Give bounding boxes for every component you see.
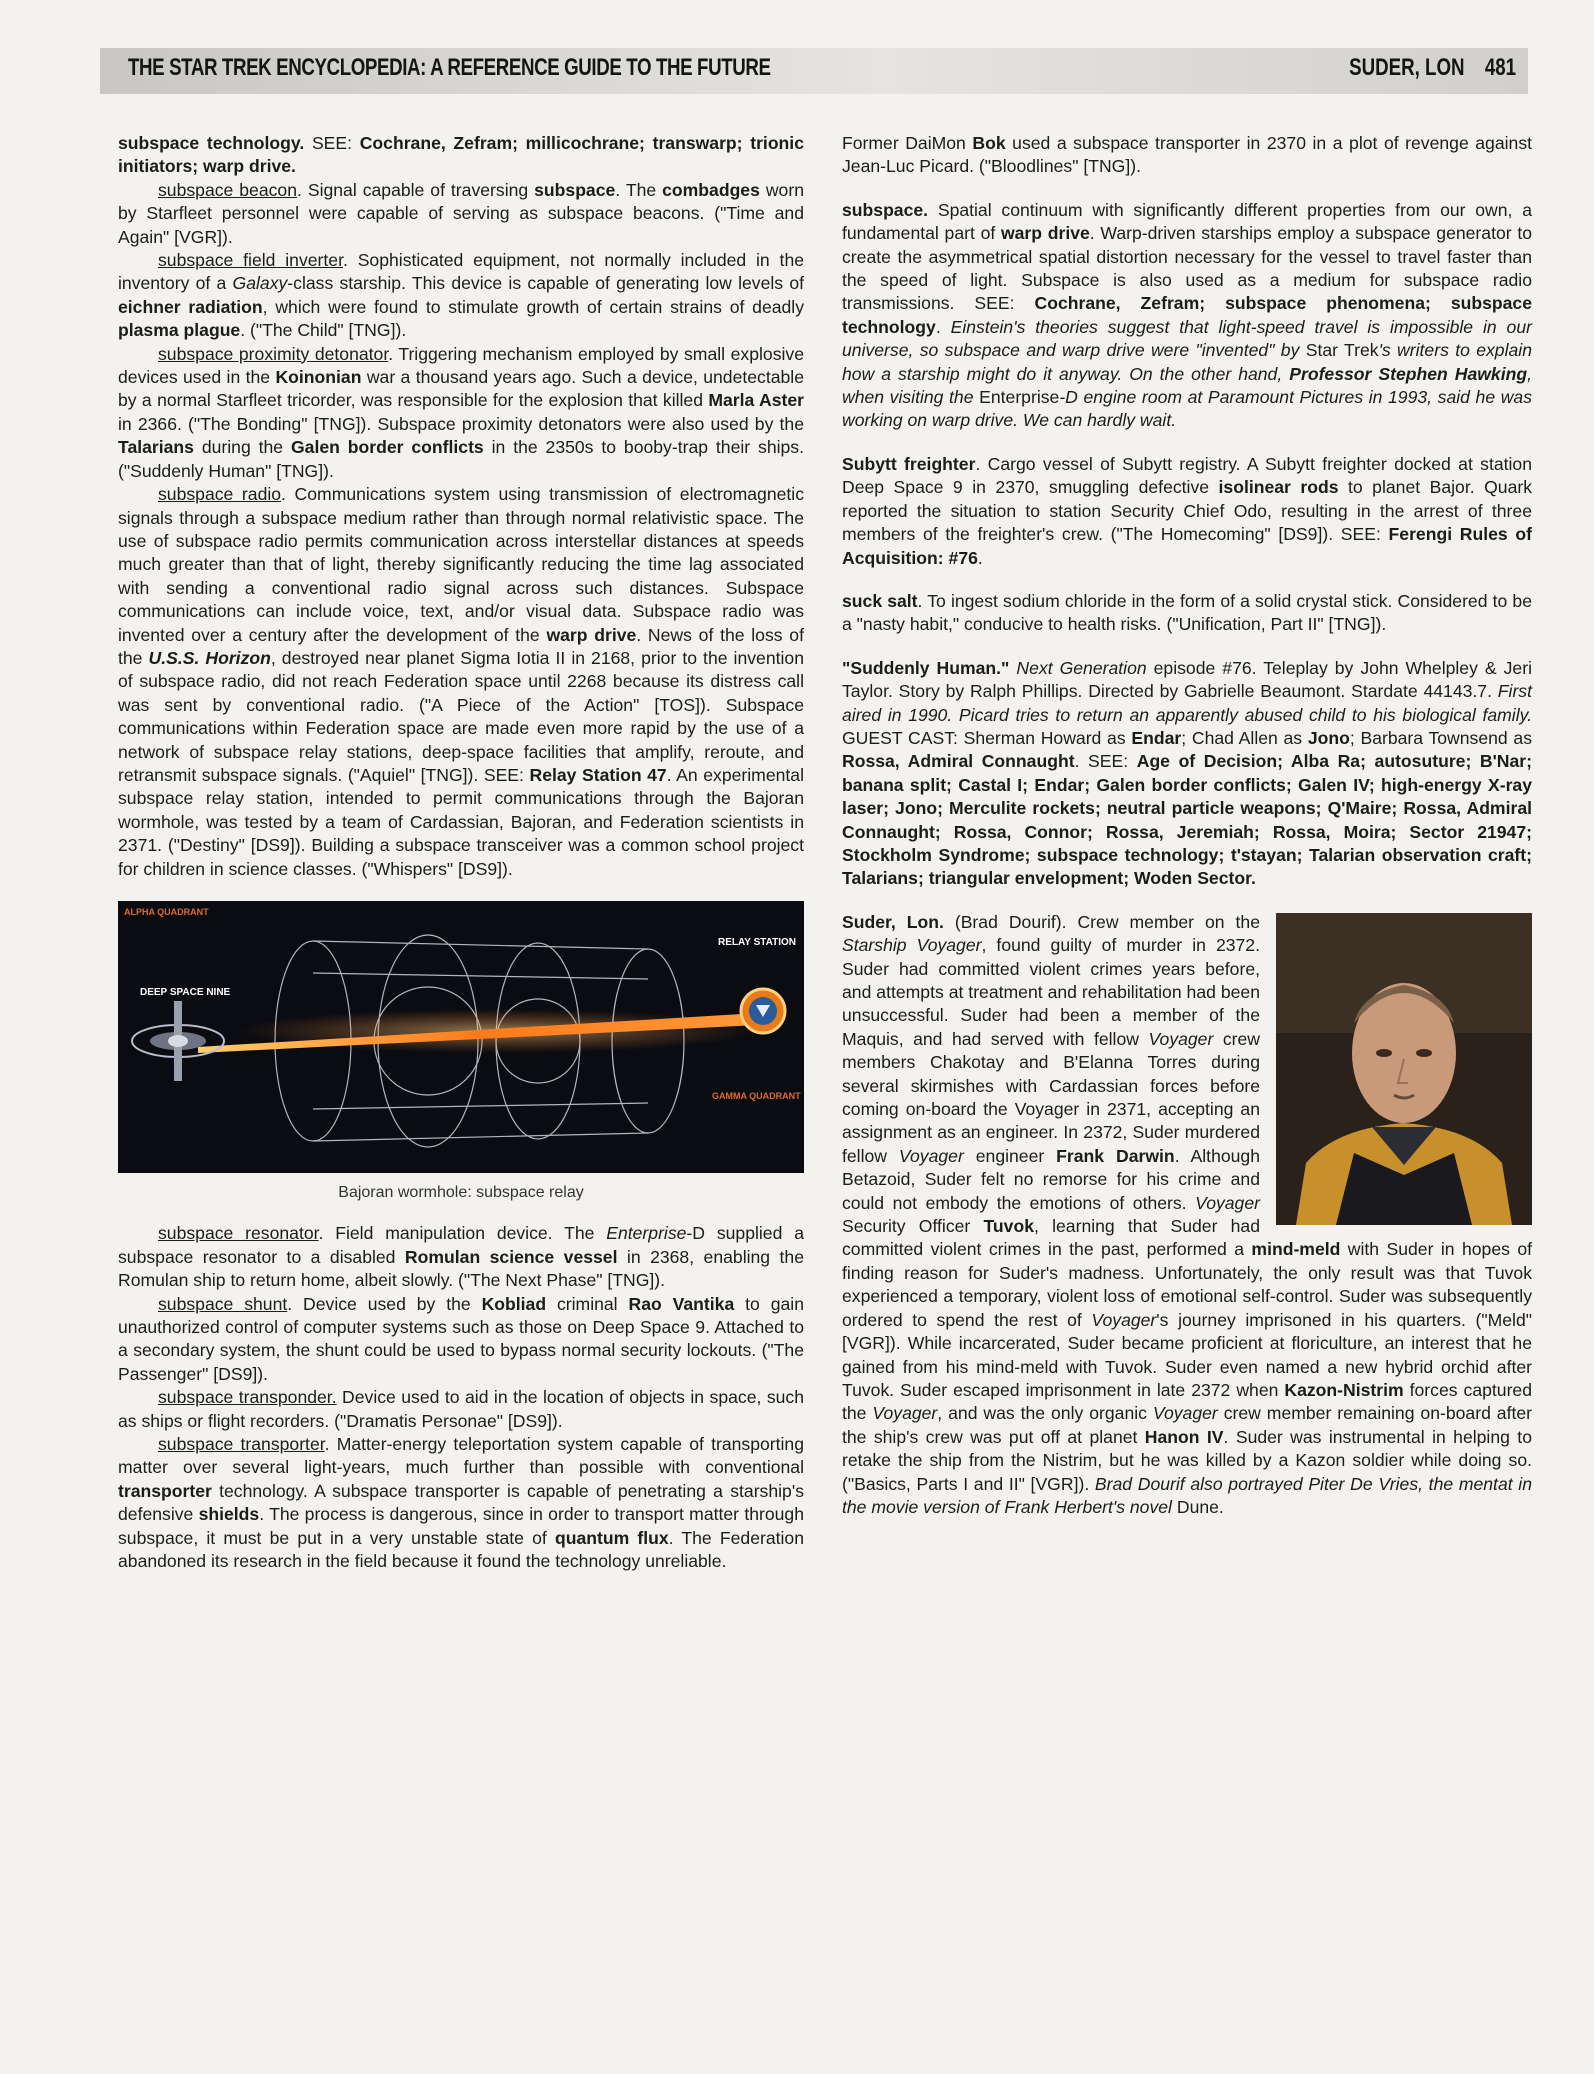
gamma-quadrant-label: GAMMA QUADRANT — [712, 1091, 801, 1101]
entry-subspace-transponder: subspace transponder. Device used to aid in the location of objects in space, such as ships or flight recorders. ("Dramatis Personae" [DS9]). — [118, 1387, 804, 1431]
portrait-illustration — [1276, 913, 1532, 1225]
alpha-quadrant-label: ALPHA QUADRANT — [124, 907, 209, 917]
headword: subspace radio — [158, 484, 282, 505]
entry-subspace-transporter: subspace transporter. Matter-energy teleportation system capable of transporting matter over several light-years, much further than possible with conventional transporter technology. A subspace transporter is capable of penetrating a starship's defensive shields. The process is dangerous, since in order to transport matter through subspace, it must be put in a very unstable state of quantum flux. The Federation abandoned its research in the field because it found the technology unreliable. — [118, 1434, 804, 1572]
entry-subspace: subspace. Spatial continuum with significantly different properties from our own, a fundamental part of warp drive. Warp-driven starships employ a subspace generator to create the asymmetrical spatial distortion necessary for the vessel to travel faster than the speed of light. Subspace is also used as a medium for subspace radio transmissions. SEE: Cochrane, Zefram; subspace phenomena; subspace technology. Einstein's theories suggest that light-speed travel is impossible in our universe, so subspace and warp drive were "invented" by Star Trek's writers to explain how a starship might do it anyway. On the other hand, Professor Stephen Hawking, when visiting the Enterprise-D engine room at Paramount Pictures in 1993, said he was working on warp drive. We can hardly wait. — [842, 199, 1532, 431]
headword: "Suddenly Human." — [842, 657, 1010, 678]
see-also-refs: Cochrane, Zefram; millicochrane; transwarp; trionic initiators; warp drive. — [118, 133, 804, 177]
relay-station-label: RELAY STATION — [718, 937, 796, 948]
headword: subspace transponder. — [158, 1387, 337, 1408]
entry-subspace-radio: subspace radio. Communications system using transmission of electromagnetic signals through a subspace medium rather than through normal relativistic space. The use of subspace radio permits communication across interstellar distances at speeds much greater than that of light, thereby significantly reducing the time lag associated with sending a conventional radio signal across such distances. Subspace communications can include voice, text, and/or visual data. Subspace radio was invented over a century after the development of the warp drive. News of the loss of the U.S.S. Horizon, destroyed near planet Sigma Iotia II in 2168, prior to the invention of subspace radio, did not reach Federation space until 2268 because its distress call was sent by conventional radio. ("A Piece of the Action" [TOS]). Subspace communications within Federation space are made even more rapid by the use of a network of subspace relay stations, deep-space facilities that amplify, reroute, and retransmit subspace signals. ("Aquiel" [TNG]). SEE: Relay Station 47. An experimental subspace relay station, intended to permit communications through the Bajoran wormhole, was tested by a team of Cardassian, Bajoran, and Federation scientists in 2371. ("Destiny" [DS9]). Building a subspace transceiver was a common school project for children in science classes. ("Whispers" [DS9]). — [118, 484, 804, 879]
deep-space-nine-label: DEEP SPACE NINE — [140, 987, 231, 998]
entry-suddenly-human: "Suddenly Human." Next Generation episode #76. Teleplay by John Whelpley & Jeri Taylor. Story by Ralph Phillips. Directed by Gabrielle Beaumont. Stardate 44143.7. First aired in 1990. Picard tries to return an apparently abused child to his biological family. GUEST CAST: Sherman Howard as Endar; Chad Allen as Jono; Barbara Townsend as Rossa, Admiral Connaught. SEE: Age of Decision; Alba Ra; autosuture; B'Nar; banana split; Castal I; Endar; Galen border conflicts; Galen IV; high-energy X-ray laser; Jono; Merculite rockets; neutral particle weapons; Q'Maire; Rossa, Admiral Connaught; Rossa, Connor; Rossa, Jeremiah; Rossa, Moira; Sector 21947; Stockholm Syndrome; subspace technology; t'stayan; Talarian observation craft; Talarians; triangular envelopment; Woden Sector. — [842, 657, 1532, 889]
entry-subspace-shunt: subspace shunt. Device used by the Kobliad criminal Rao Vantika to gain unauthorized control of computer systems such as those on Deep Space 9. Attached to a secondary system, the shunt could be used to bypass normal security lockouts. ("The Passenger" [DS9]). — [118, 1293, 804, 1384]
headword: Subytt freighter — [842, 453, 976, 474]
entry-continuation-transporter: Former DaiMon Bok used a subspace transporter in 2370 in a plot of revenge against Jean-Luc Picard. ("Bloodlines" [TNG]). — [842, 133, 1532, 177]
headword: subspace field inverter — [158, 250, 343, 271]
headword: subspace shunt — [158, 1293, 288, 1314]
headword: subspace technology. — [118, 133, 305, 153]
running-head-right — [1329, 54, 1516, 82]
entry-suck-salt: suck salt. To ingest sodium chloride in the form of a solid crystal stick. Considered to be a "nasty habit," conducive to health risks. ("Unification, Part II" [TNG]). — [842, 590, 1532, 635]
suder-portrait-photo — [1276, 913, 1532, 1225]
headword: subspace beacon — [158, 179, 297, 200]
left-column — [118, 132, 804, 1574]
relay-station-icon — [741, 989, 785, 1033]
headword: subspace transporter — [158, 1434, 325, 1455]
wormhole-diagram — [118, 901, 804, 1173]
entry-subspace-proximity-detonator: subspace proximity detonator. Triggering mechanism employed by small explosive devices used in the Koinonian war a thousand years ago. Such a device, undetectable by a normal Starfleet tricorder, was responsible for the explosion that killed Marla Aster in 2366. ("The Bonding" [TNG]). Subspace proximity detonators were also used by the Talarians during the Galen border conflicts in the 2350s to booby-trap their ships. ("Suddenly Human" [TNG]). — [118, 343, 804, 481]
entry-subspace-resonator: subspace resonator. Field manipulation device. The Enterprise-D supplied a subspace resonator to a disabled Romulan science vessel in 2368, enabling the Romulan ship to return home, albeit slowly. ("The Next Phase" [TNG]). — [118, 1223, 804, 1291]
running-head-title: THE STAR TREK ENCYCLOPEDIA: A REFERENCE GUIDE TO THE FUTURE — [128, 54, 771, 81]
figure-caption: Bajoran wormhole: subspace relay — [338, 1184, 584, 1201]
right-column — [842, 132, 1532, 1519]
entry-range: SUDER, LON — [1349, 54, 1465, 81]
entry-subspace-beacon: subspace beacon. Signal capable of traversing subspace. The combadges worn by Starfleet personnel were capable of serving as subspace beacons. ("Time and Again" [VGR]). — [118, 179, 804, 247]
entry-suder-lon: Suder, Lon. (Brad Dourif). Crew member on the Starship Voyager, found guilty of murder in 2372. Suder had committed violent crimes years before, and attempts at treatment and rehabilitation had been unsuccessful. Suder had been a member of the Maquis, and had served with fellow Voyager crew members Chakotay and B'Elanna Torres during several skirmishes with Cardassian forces before coming on-board the Voyager in 2371, accepting an assignment as an engineer. In 2372, Suder murdered fellow Voyager engineer Frank Darwin. Although Betazoid, Suder felt no remorse for his crime and could not embody the emotions of others. Voyager Security Officer Tuvok, learning that Suder had committed violent crimes in the past, performed a mind-meld with Suder in hopes of finding reason for Suder's madness. Unfortunately, the only result was that Tuvok experienced a temporary, violent loss of emotional self-control. Suder was subsequently ordered to spend the rest of Voyager's journey imprisoned in his quarters. ("Meld" [VGR]). While incarcerated, Suder became proficient at floriculture, an interest that he gained from his mind-meld with Tuvok. Suder even named a new hybrid orchid after Tuvok. Suder escaped imprisonment in late 2372 when Kazon-Nistrim forces captured the Voyager, and was the only organic Voyager crew member remaining on-board after the ship's crew was put off at planet Hanon IV. Suder was instrumental in helping to retake the ship from the Nistrim, but he was killed by a Kazon soldier while doing so. ("Basics, Parts I and II" [VGR]). Brad Dourif also portrayed Piter De Vries, the mentat in the movie version of Frank Herbert's novel Dune. — [842, 911, 1532, 1517]
headword: Suder, Lon. — [842, 911, 944, 932]
headword: subspace. — [842, 199, 929, 220]
entry-subytt-freighter: Subytt freighter. Cargo vessel of Subytt registry. A Subytt freighter docked at station Deep Space 9 in 2370, smuggling defective isolinear rods to planet Bajor. Quark reported the situation to station Security Chief Odo, resulting in the arrest of three members of the freighter's crew. ("The Homecoming" [DS9]). SEE: Ferengi Rules of Acquisition: #76. — [842, 453, 1533, 568]
entry-subspace-technology: subspace technology. SEE: Cochrane, Zefram; millicochrane; transwarp; trionic initiators; warp drive. — [118, 133, 804, 177]
headword: subspace resonator — [158, 1223, 319, 1244]
entry-subspace-field-inverter: subspace field inverter. Sophisticated equipment, not normally included in the inventory of a Galaxy-class starship. This device is capable of generating low levels of eichner radiation, which were found to stimulate growth of certain strains of deadly plasma plague. ("The Child" [TNG]). — [118, 250, 805, 341]
headword: suck salt — [842, 590, 918, 611]
page-number: 481 — [1484, 54, 1516, 81]
wormhole-relay-illustration — [118, 901, 804, 1173]
headword: subspace proximity detonator — [158, 343, 389, 364]
